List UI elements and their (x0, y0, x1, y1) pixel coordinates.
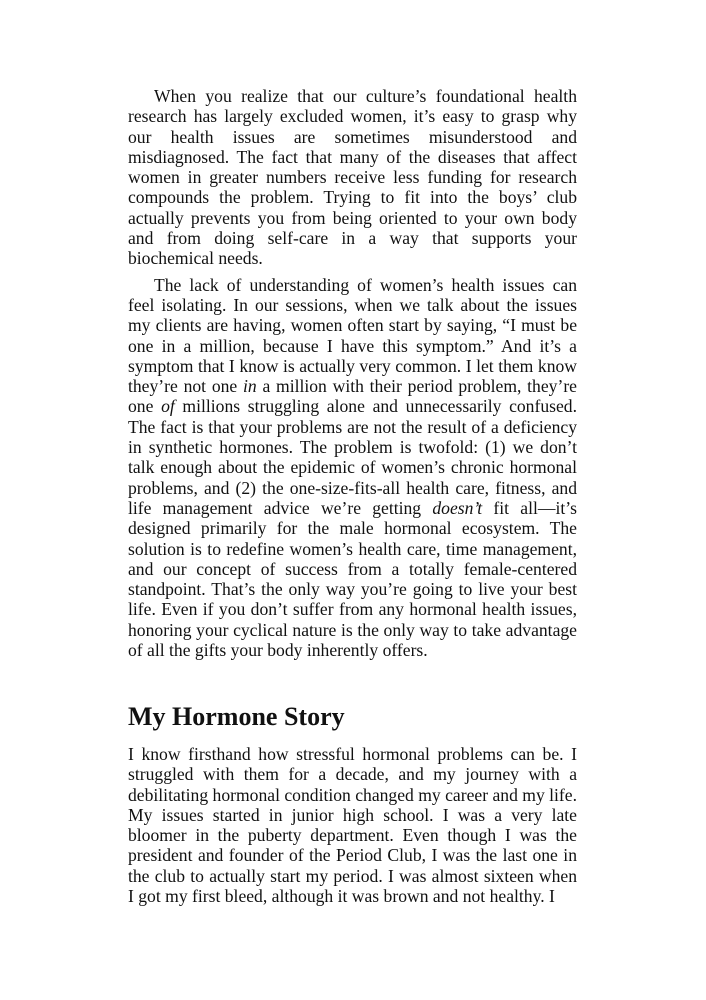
paragraph-text: The lack of understanding of women’s health issues can feel isolating. In our sessions, when we talk about the issues my clients are having, women often start by saying, “I must be one in a million, because I have this symptom.” And it’s a symptom that I know is actually very common. I let them know they’re not one (128, 274, 577, 397)
emphasis-of: of (161, 396, 175, 417)
body-text-upper (128, 86, 577, 660)
paragraph-text: a million with their period problem, they’re one (128, 376, 577, 417)
paragraph-research-excluded-women (128, 86, 577, 269)
paragraph-text: When you realize that our culture’s foundational health research has largely excluded women, it’s easy to grasp why our health issues are sometimes misunderstood and misdiagnosed. The fact that many of the diseases that affect women in greater numbers receive less funding for research compounds the problem. Trying to fit into the boys’ club actually prevents you from being oriented to your own body and from doing self-care in a way that supports your biochemical needs. (128, 86, 577, 269)
paragraph-text: I know firsthand how stressful hormonal problems can be. I struggled with them for a decade, and my journey with a debilitating hormonal condition changed my career and my life. My issues started in junior high school. I was a very late bloomer in the puberty department. Even though I was the president and founder of the Period Club, I was the last one in the club to actually start my period. I was almost sixteen when I got my first bleed, although it was brown and not healthy. I (128, 744, 577, 907)
section-heading: My Hormone Story (128, 702, 345, 731)
paragraph-text: millions struggling alone and unnecessarily confused. The fact is that your problems are not the result of a deficiency in synthetic hormones. The problem is twofold: (1) we don’t talk enough about the epidemic of women’s chronic hormonal problems, and (2) the one-size-fits-all health care, fitness, and life management advice we’re getting (128, 396, 577, 518)
emphasis-in: in (243, 376, 257, 397)
paragraph-hormone-story (128, 744, 577, 906)
paragraph-isolating (128, 275, 577, 661)
body-text-lower (128, 744, 577, 906)
emphasis-doesnt: doesn’t (432, 497, 483, 518)
paragraph-text: fit all—it’s designed primarily for the male hormonal ecosystem. The solution is to redefine women’s health care, time management, and our concept of success from a totally female-centered standpoint. That’s the only way you’re going to live your best life. Even if you don’t suffer from any hormonal health issues, honoring your cyclical nature is the only way to take advantage of all the gifts your body inherently offers. (128, 497, 577, 661)
